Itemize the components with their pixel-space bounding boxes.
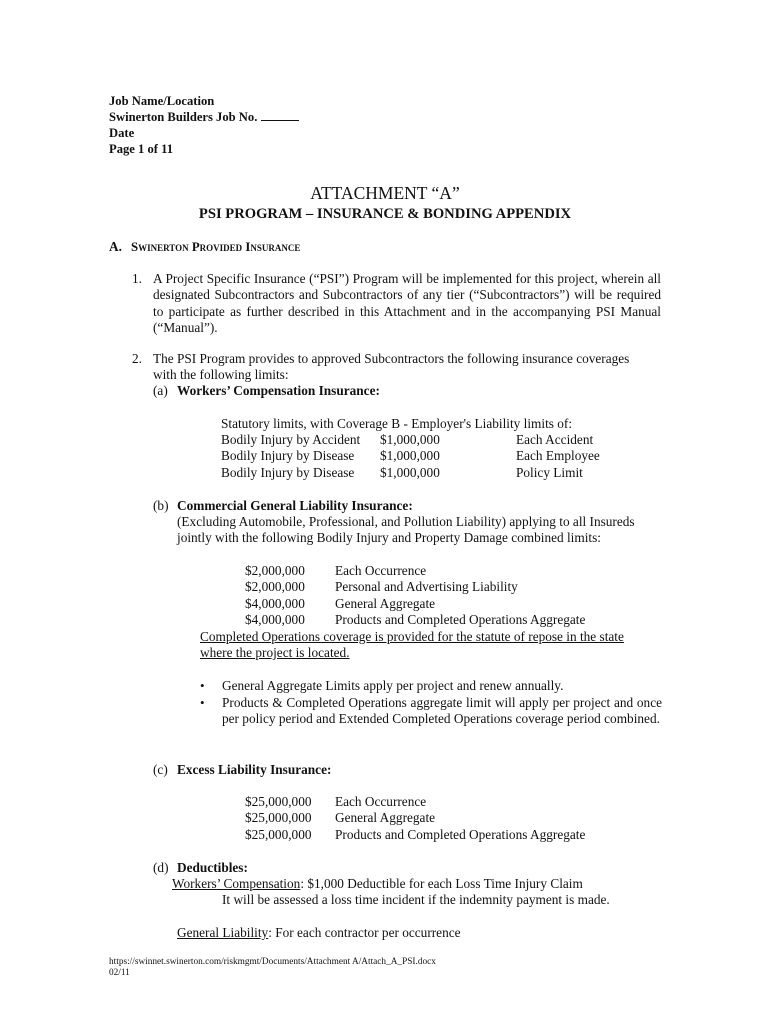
wc-row-basis: Policy Limit bbox=[516, 465, 583, 480]
gl-deductible-line bbox=[177, 925, 461, 941]
wc-row-amount: $1,000,000 bbox=[380, 432, 440, 447]
wc-deductible-note: It will be assessed a loss time incident if the indemnity payment is made. bbox=[222, 892, 610, 907]
wc-heading: Workers’ Compensation Insurance: bbox=[177, 383, 380, 398]
wc-label: (a) bbox=[153, 383, 168, 398]
wc-row bbox=[221, 465, 354, 481]
item-1-number: 1. bbox=[132, 271, 142, 286]
item-2-line-2: with the following limits: bbox=[153, 367, 289, 382]
completed-ops-note-line-2: where the project is located. bbox=[200, 645, 350, 660]
wc-deductible-label: Workers’ Compensation bbox=[172, 876, 301, 891]
cgl-row-desc: General Aggregate bbox=[335, 596, 436, 611]
cgl-line-2: jointly with the following Bodily Injury and Property Damage combined limits: bbox=[177, 530, 601, 545]
wc-row-basis: Each Employee bbox=[516, 448, 600, 463]
wc-row-amount: $1,000,000 bbox=[380, 465, 440, 480]
cgl-row-desc: Each Occurrence bbox=[335, 563, 427, 578]
wc-row bbox=[221, 432, 360, 448]
wc-row-basis: Each Accident bbox=[516, 432, 594, 447]
footer-revision: 02/11 bbox=[109, 968, 130, 978]
deductibles-heading: Deductibles: bbox=[177, 860, 248, 875]
excess-label: (c) bbox=[153, 762, 168, 777]
bullet-icon: • bbox=[200, 678, 205, 693]
deductibles-label: (d) bbox=[153, 860, 169, 875]
bullet-icon: • bbox=[200, 695, 205, 710]
wc-deductible-line bbox=[172, 876, 583, 892]
cgl-row-amount: $4,000,000 bbox=[245, 596, 305, 611]
wc-row-desc: Bodily Injury by Disease bbox=[221, 465, 355, 480]
completed-ops-note-line-1: Completed Operations coverage is provided for the statute of repose in the state bbox=[200, 629, 624, 644]
attachment-title: ATTACHMENT “A” bbox=[310, 183, 460, 203]
job-number-blank bbox=[261, 109, 299, 121]
cgl-row-amount: $2,000,000 bbox=[245, 579, 305, 594]
item-2-line-1: The PSI Program provides to approved Subcontractors the following insurance coverages bbox=[153, 351, 630, 366]
cgl-bullet-2: Products & Completed Operations aggregate limit will apply per project and once per policy period and Extended Completed Operations coverage period combined. bbox=[222, 695, 662, 727]
gl-deductible-label: General Liability bbox=[177, 925, 269, 940]
cgl-heading: Commercial General Liability Insurance: bbox=[177, 498, 413, 513]
wc-row-desc: Bodily Injury by Disease bbox=[221, 448, 355, 463]
section-a-label: A. bbox=[109, 239, 122, 254]
page-number: Page 1 of 11 bbox=[109, 142, 174, 156]
wc-deductible-text: : $1,000 Deductible for each Loss Time Injury Claim bbox=[300, 876, 583, 891]
footer-file-path: https://swinnet.swinerton.com/riskmgmt/Documents/Attachment A/Attach_A_PSI.docx bbox=[109, 957, 436, 967]
excess-row-amount: $25,000,000 bbox=[245, 827, 312, 842]
item-2-number: 2. bbox=[132, 351, 142, 366]
wc-row-amount: $1,000,000 bbox=[380, 448, 440, 463]
date-label: Date bbox=[109, 126, 135, 140]
excess-row-desc: General Aggregate bbox=[335, 810, 436, 825]
wc-row-desc: Bodily Injury by Accident bbox=[221, 432, 361, 447]
cgl-row-amount: $4,000,000 bbox=[245, 612, 305, 627]
excess-row-desc: Each Occurrence bbox=[335, 794, 427, 809]
appendix-title: PSI PROGRAM – INSURANCE & BONDING APPENDIX bbox=[198, 206, 572, 222]
item-1-paragraph: A Project Specific Insurance (“PSI”) Program will be implemented for this project, wherein all designated Subcontractors and Subcontractors of any tier (“Subcontractors”) will be required to participate as further described in this Attachment and in the accompanying PSI Manual (“Manual”). bbox=[153, 271, 661, 335]
excess-row-amount: $25,000,000 bbox=[245, 794, 312, 809]
cgl-bullet-1: General Aggregate Limits apply per project and renew annually. bbox=[222, 678, 564, 693]
cgl-row-desc: Products and Completed Operations Aggregate bbox=[335, 612, 586, 627]
gl-deductible-text: : For each contractor per occurrence bbox=[268, 925, 461, 940]
excess-row-amount: $25,000,000 bbox=[245, 810, 312, 825]
cgl-label: (b) bbox=[153, 498, 169, 513]
job-name-label: Job Name/Location bbox=[109, 94, 215, 108]
excess-heading: Excess Liability Insurance: bbox=[177, 762, 332, 777]
cgl-row-desc: Personal and Advertising Liability bbox=[335, 579, 518, 594]
excess-row-desc: Products and Completed Operations Aggregate bbox=[335, 827, 586, 842]
section-a-heading: Swinerton Provided Insurance bbox=[131, 240, 301, 254]
job-number-label: Swinerton Builders Job No. bbox=[109, 110, 258, 124]
wc-row bbox=[221, 448, 354, 464]
cgl-row-amount: $2,000,000 bbox=[245, 563, 305, 578]
wc-intro: Statutory limits, with Coverage B - Employer's Liability limits of: bbox=[221, 416, 573, 431]
cgl-line-1: (Excluding Automobile, Professional, and Pollution Liability) applying to all Insureds bbox=[177, 514, 635, 529]
job-number-line bbox=[109, 109, 299, 125]
